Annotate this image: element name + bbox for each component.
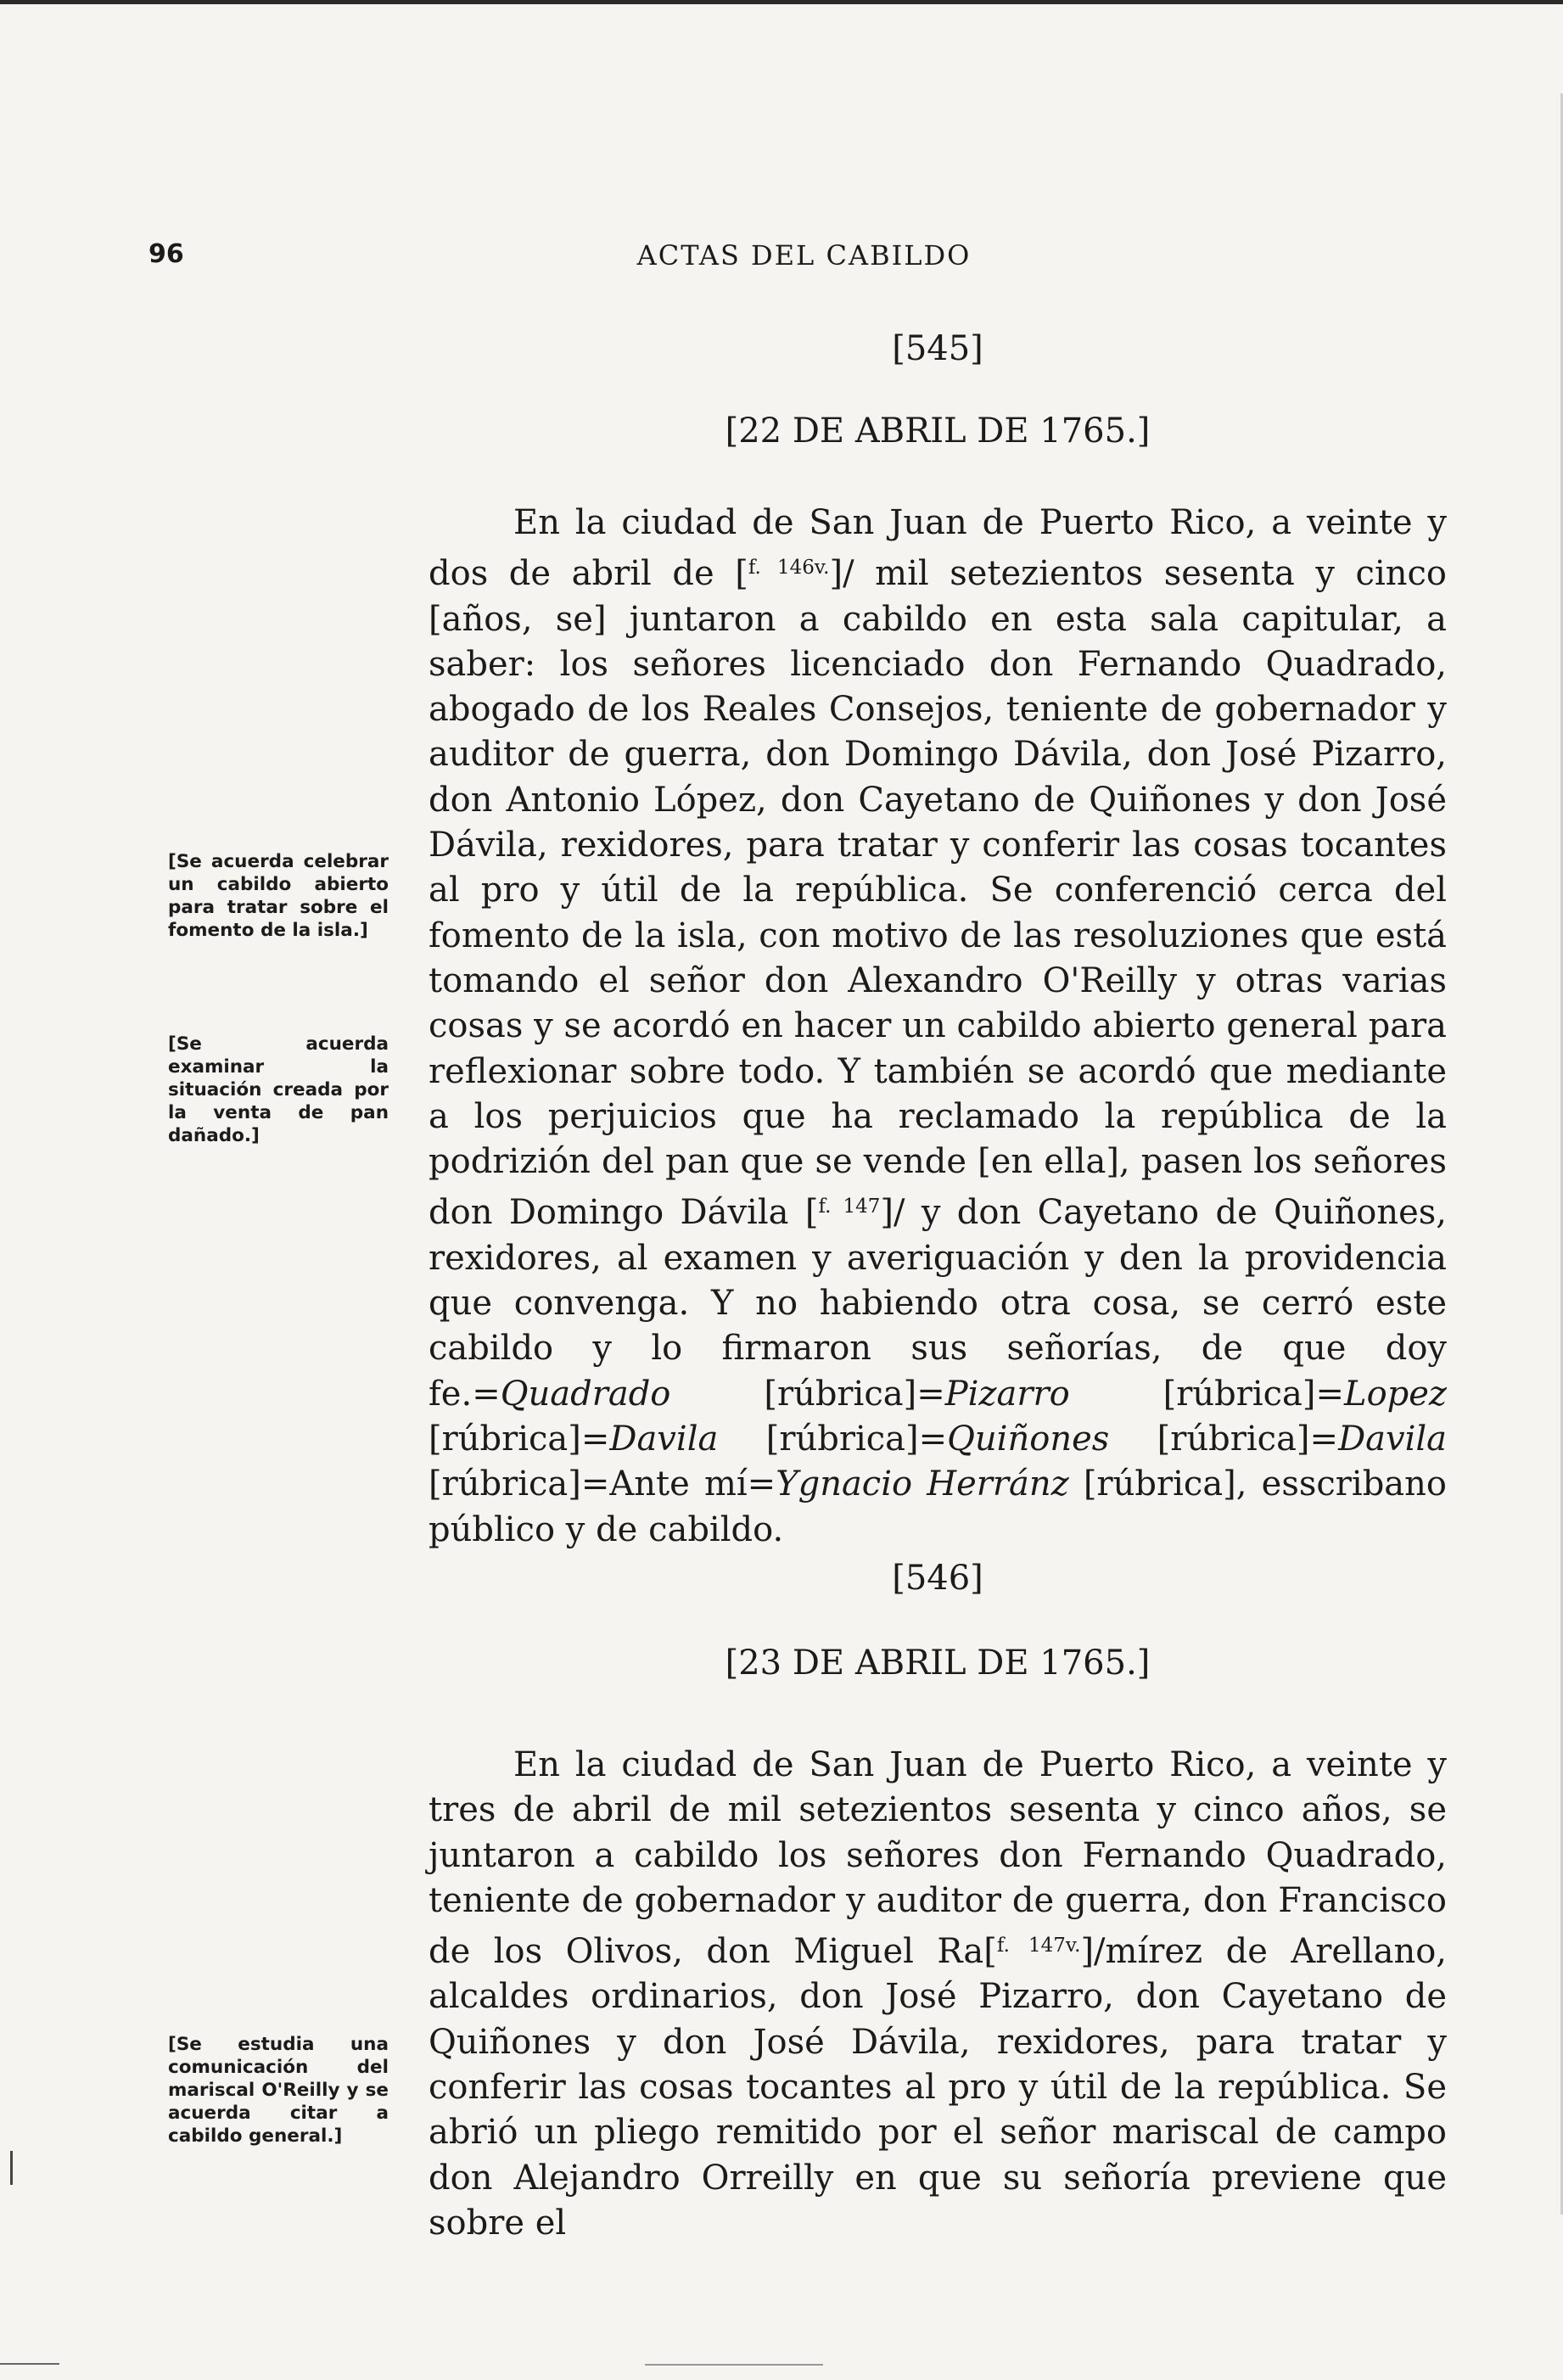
signature: Quadrado	[500, 1374, 671, 1414]
margin-note: [Se acuerda examinar la situación creada por la venta de pan dañado.]	[168, 1033, 389, 1146]
running-title: ACTAS DEL CABILDO	[636, 239, 972, 272]
signature: Quiñones	[947, 1419, 1110, 1459]
section-date: [22 DE ABRIL DE 1765.]	[725, 412, 1151, 451]
section-number: [546]	[892, 1559, 983, 1598]
signature: Davila	[609, 1419, 719, 1459]
scan-mark	[10, 2151, 13, 2185]
folio-reference: f. 146v.	[748, 557, 830, 580]
top-rule	[0, 0, 1563, 4]
section-number: [545]	[892, 329, 983, 368]
footer-rule	[645, 2364, 823, 2366]
signature: Pizarro	[944, 1374, 1070, 1414]
footer-rule	[0, 2363, 59, 2365]
signature: Davila	[1338, 1419, 1448, 1459]
signature: Lopez	[1344, 1374, 1447, 1414]
signature: Ygnacio Herránz	[776, 1464, 1069, 1504]
minutes-paragraph: En la ciudad de San Juan de Puerto Rico, a veinte y tres de abril de mil setezientos sesenta y cinco años, se juntaron a cabildo los señores don Fernando Quadrado, teniente de gobernador y auditor de guerra, don Francisco de los Olivos, don Miguel Ra[$^{f. 147v.}$]/mírez de Arellano, alcaldes ordinarios, don José Pizarro, don Cayetano de Quiñones y don José Dávila, rexidores, para tratar y conferir las cosas tocantes al pro y útil de la república. Se abrió un pliego remitido por el señor mariscal de campo don Alejandro Orreilly en que su señoría previene que sobre el	[429, 1745, 1448, 2243]
folio-reference: f. 147v.	[996, 1935, 1081, 1957]
folio-reference: f. 147	[818, 1196, 881, 1218]
page-header	[148, 239, 1459, 282]
page-number: 96	[148, 239, 184, 269]
margin-note: [Se acuerda celebrar un cabildo abierto para tratar sobre el fomento de la isla.]	[168, 851, 389, 941]
minutes-paragraph: En la ciudad de San Juan de Puerto Rico, a veinte y dos de abril de [$^{f. 146v.}$]/ mil setezientos sesenta y cinco [años, se] juntaron a cabildo en esta sala capitular, a saber: los señores licenciado don Fernando Quadrado, abogado de los Reales Consejos, teniente de gobernador y auditor de guerra, don Domingo Dávila, don José Pizarro, don Antonio López, don Cayetano de Quiñones y don José Dávila, rexidores, para tratar y conferir las cosas tocantes al pro y útil de la república. Se conferenció cerca del fomento de la isla, con motivo de las resoluziones que está tomando el señor don Alexandro O'Reilly y otras varias cosas y se acordó en hacer un cabildo abierto general para reflexionar sobre todo. Y también se acordó que mediante a los perjuicios que ha reclamado la república de la podrizión del pan que se vende [en ella], pasen los señores don Domingo Dávila [$^{f. 147}$]/ y don Cayetano de Quiñones, rexidores, al examen y averiguación y den la providencia que convenga. Y no habiendo otra cosa, se cerró este cabildo y lo firmaron sus señorías, de que doy fe.=Quadrado [rúbrica]=Pizarro [rúbrica]=Lopez [rúbrica]=Davila [rúbrica]=Quiñones [rúbrica]=Davila [rúbrica]=Ante mí=Ygnacio Herránz [rúbrica], esscribano público y de cabildo.	[429, 503, 1448, 1549]
section-date: [23 DE ABRIL DE 1765.]	[725, 1644, 1151, 1683]
margin-note: [Se estudia una comunicación del mariscal O'Reilly y se acuerda citar a cabildo general.]	[168, 2034, 389, 2147]
